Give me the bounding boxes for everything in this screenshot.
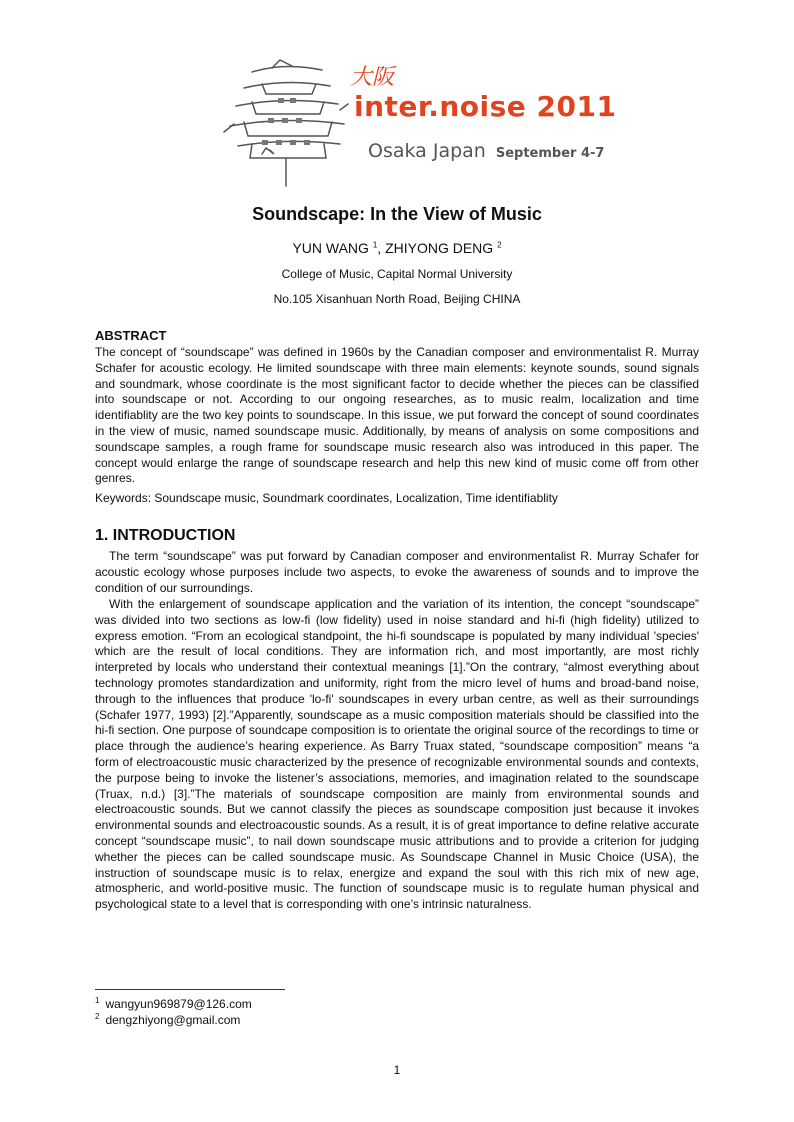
footnote-divider bbox=[95, 989, 285, 990]
introduction-heading: 1. INTRODUCTION bbox=[95, 527, 236, 544]
location-text: Osaka Japan bbox=[368, 140, 486, 162]
footnote-1-mark: 1 bbox=[95, 996, 100, 1005]
logo-kanji: 大阪 bbox=[350, 65, 395, 90]
author-separator: , bbox=[377, 240, 386, 256]
abstract-heading: ABSTRACT bbox=[95, 328, 167, 343]
footnote-1-email: wangyun969879@126.com bbox=[105, 997, 252, 1011]
introduction-paragraph-1: The term “soundscape” was put forward by Canadian composer and environmentalist R. Murray Schafer for acoustic ecology whose purposes include two aspects, to evoke the awareness of sounds and to improve the condition of our surroundings. bbox=[95, 549, 699, 595]
author-2: ZHIYONG DENG bbox=[385, 240, 494, 256]
author-line bbox=[0, 240, 794, 256]
affiliation-line-1: College of Music, Capital Normal University bbox=[281, 267, 513, 281]
affiliation-line-2: No.105 Xisanhuan North Road, Beijing CHINA bbox=[273, 292, 521, 306]
introduction-paragraph-2: With the enlargement of soundscape application and the variation of its intention, the concept “soundscape” was divided into two sections as low-fi (low fidelity) used in noise standard and hi-fi (high fidelity) utilized to express emotion. “From an ecological standpoint, the hi-fi soundscape is populated by many individual 'species' which are the result of local conditions. They are information rich, and most importantly, are most richly interpreted by locals who understand their contextual meanings [1].”On the contrary, “almost everything about technology promotes standardization and uniformity, right from the micro level of hums and broad-band noise, through to the influences that produce 'lo-fi' soundscapes in every urban centre, as well as their surroundings (Schafer 1977, 1993) [2].”Apparently, soundscape as a music composition materials should be classified into the hi-fi section. One purpose of soundcape composition is to orientate the original source of the recordings to time or place through the audience’s hearing experience. As Barry Truax stated, “soundscape composition” means “a form of electroacoustic music characterized by the presence of recognizable environmental sounds and contexts, the purpose being to invoke the listener’s associations, memories, and imagination related to the soundscape (Truax, n.d.) [3].”The materials of soundscape composition are mainly from environmental sounds and electroacoustic sounds. But we cannot classify the pieces as soundscape composition just because it invokes environmental sounds and electroacoustic sounds. As a result, it is of great importance to define relative accurate concept “soundscape music”, to nail down soundscape music attributions and to provide a criterion for judging whether the pieces can be called soundscape music. As Soundscape Channel in Music Choice (USA), the instruction of soundscape music is to relax, energize and expand the soul with this rich mix of new age, atmospheric, and world-positive music. The function of soundscape music is to regulate human physical and psychological state to a level that is corresponding with one’s intrinsic naturalness. bbox=[95, 597, 699, 912]
page-number: 1 bbox=[393, 1063, 401, 1077]
author-1-footnote-mark: 1 bbox=[372, 240, 378, 250]
paper-title: Soundscape: In the View of Music bbox=[252, 204, 542, 224]
author-1: YUN WANG bbox=[292, 240, 369, 256]
footnote-2 bbox=[95, 1012, 240, 1027]
conference-name: inter.noise 2011 bbox=[354, 90, 617, 123]
conference-dates: September 4-7 bbox=[495, 146, 605, 161]
conference-logo bbox=[222, 54, 617, 194]
keywords: Keywords: Soundscape music, Soundmark coordinates, Localization, Time identifiablity bbox=[95, 491, 558, 505]
footnote-2-mark: 2 bbox=[95, 1012, 100, 1021]
author-2-footnote-mark: 2 bbox=[497, 240, 502, 250]
osaka-castle-icon bbox=[222, 54, 352, 194]
footnote-2-email: dengzhiyong@gmail.com bbox=[105, 1013, 241, 1027]
conference-location bbox=[368, 140, 604, 162]
footnote-1 bbox=[95, 996, 252, 1011]
abstract-text: The concept of “soundscape” was defined in 1960s by the Canadian composer and environmentalist R. Murray Schafer for acoustic ecology. He limited soundscape with three main elements: keynote sounds, sound signals and soundmark, whose coordinate is the most significant factor to decide whether the pieces can be classified into soundscape or not. According to our ongoing researches, as to music realm, localization and time identifiablity are the two key points to soundscape. In this issue, we put forward the concept of sound coordinates in the view of music, named soundscape music. Additionally, by means of analysis on some compositions and soundscape samples, a rough frame for soundscape music research also was introduced in this paper. The concept would enlarge the range of soundscape research and help this new kind of music come off from other genres. bbox=[95, 345, 699, 486]
